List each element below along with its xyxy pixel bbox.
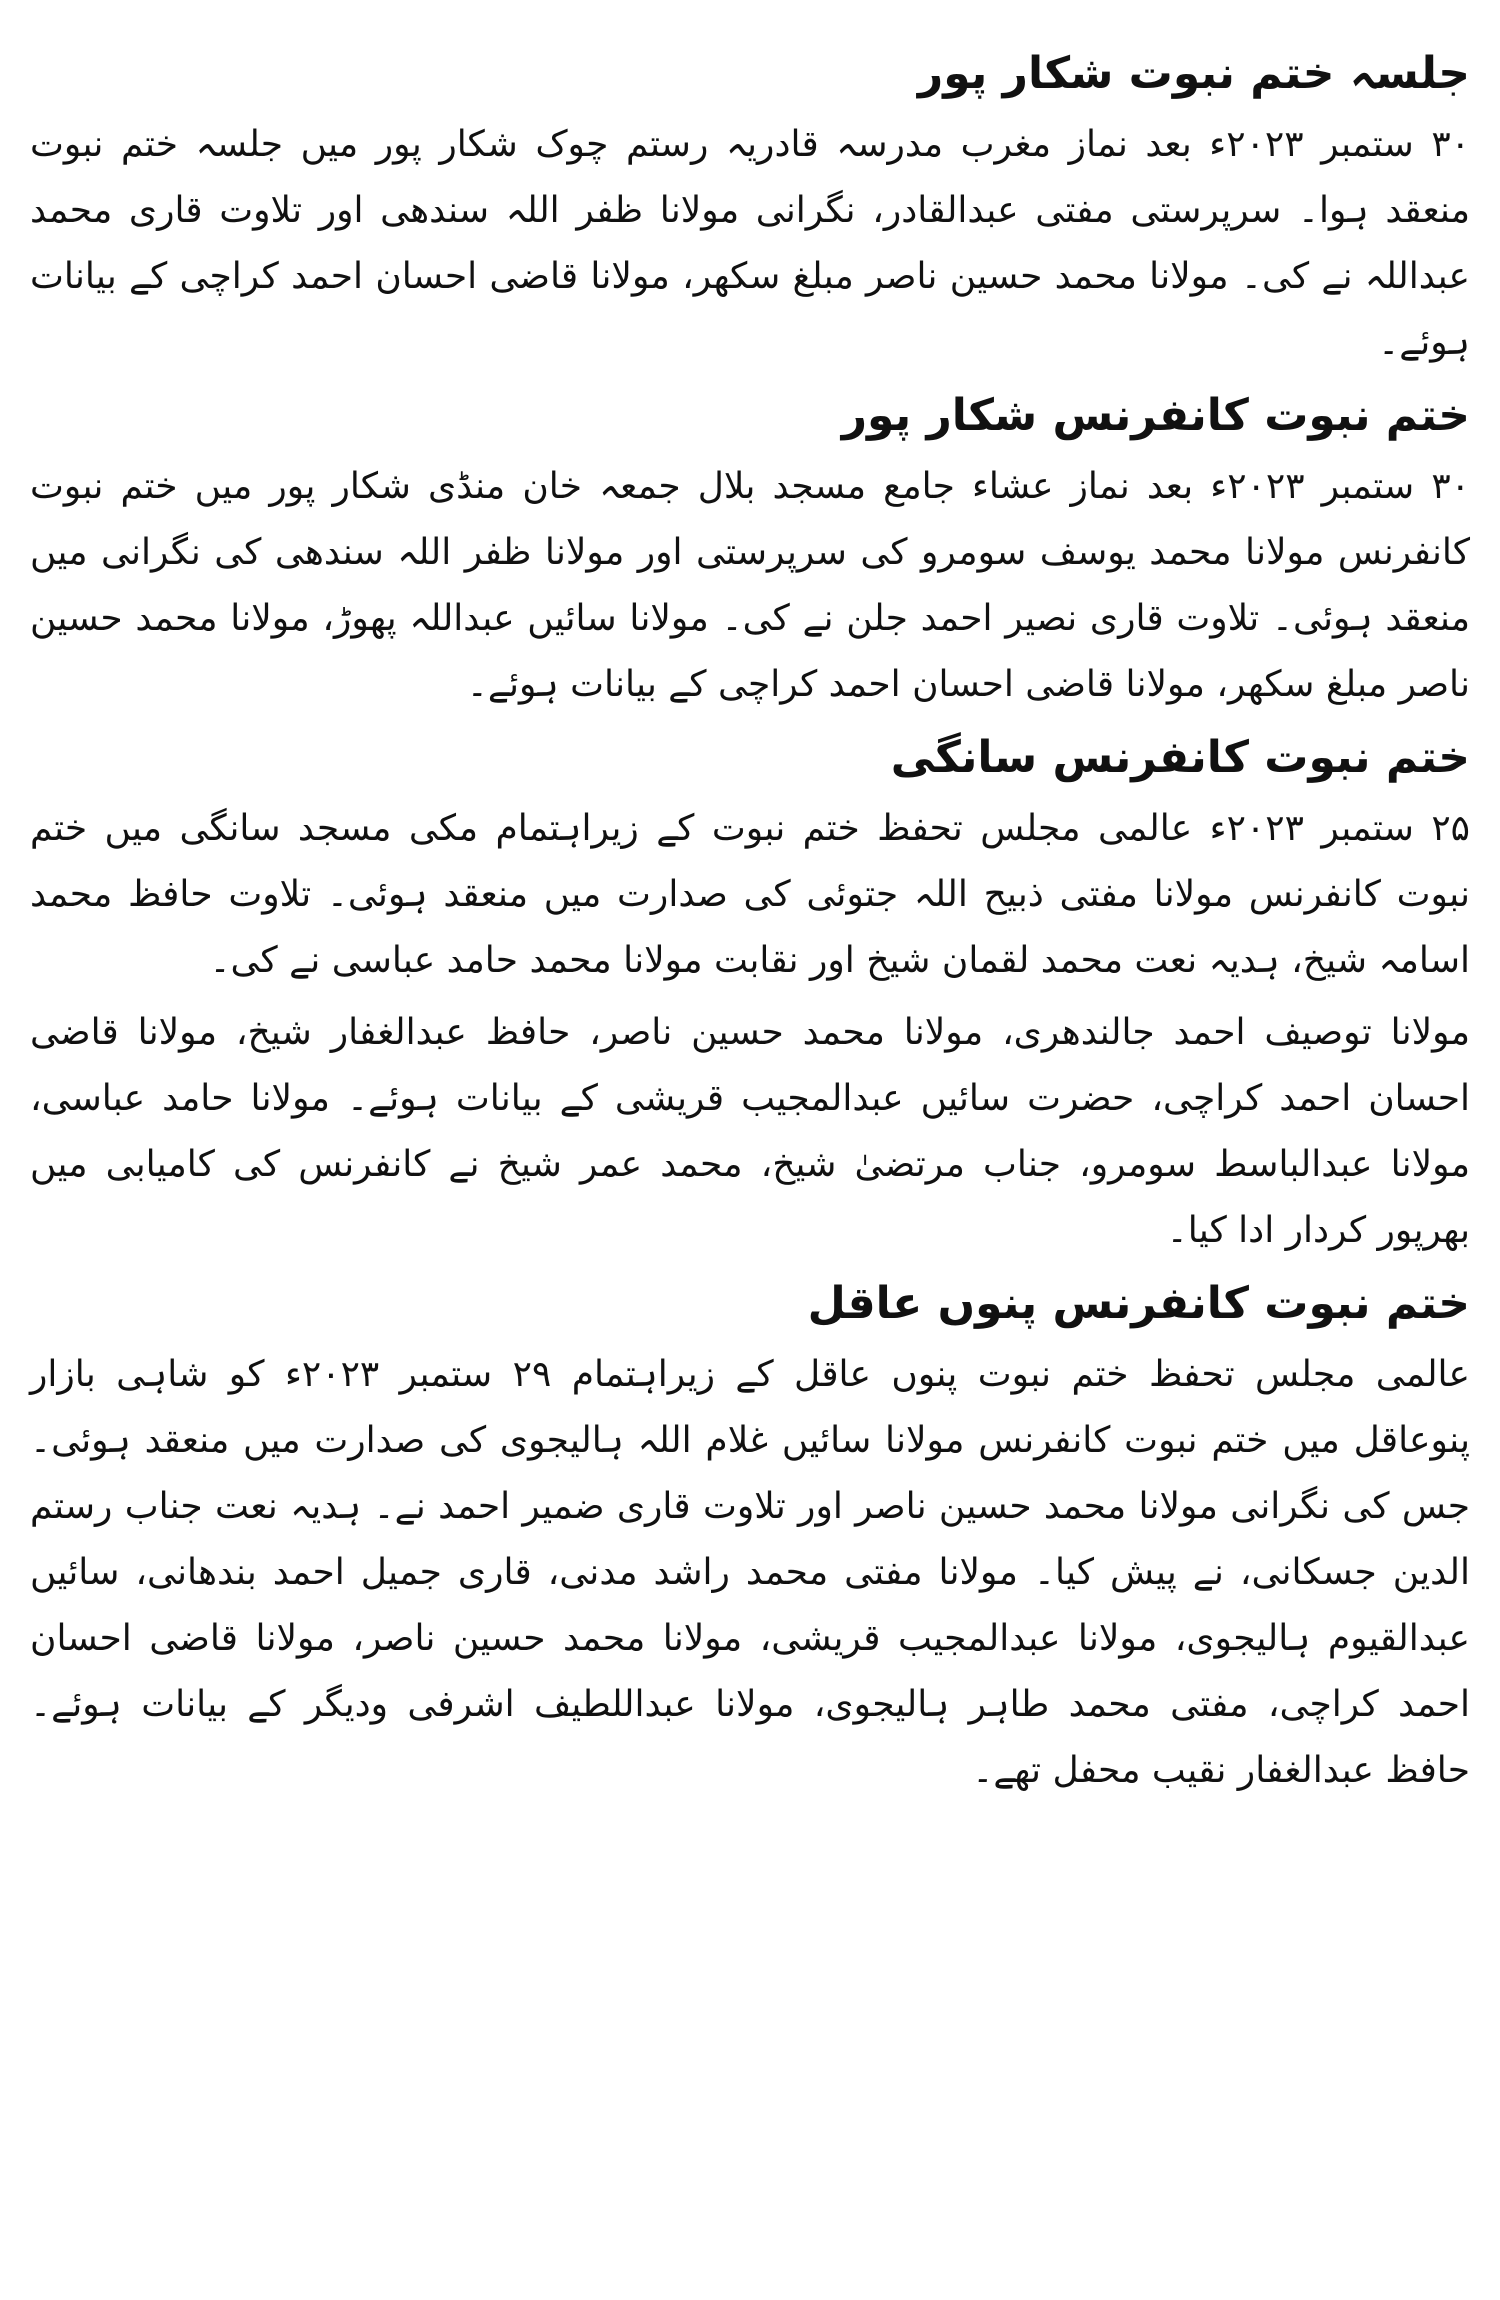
section-heading: ختم نبوت کانفرنس شکار پور xyxy=(841,390,1470,441)
section-paragraph: ۳۰ ستمبر ۲۰۲۳ء بعد نماز عشاء جامع مسجد بلال جمعہ خان منڈی شکار پور میں ختم نبوت کانفرنس مولانا محمد یوسف سومرو کی سرپرستی اور مولانا ظفر اللہ سندھی کی نگرانی میں منعقد ہوئی۔ تلاوت قاری نصیر احمد جلن نے کی۔ مولانا سائیں عبداللہ پھوڑ، مولانا محمد حسین ناصر مبلغ سکھر، مولانا قاضی احسان احمد کراچی کے بیانات ہوئے۔ xyxy=(30,466,1471,705)
section-heading: ختم نبوت کانفرنس پنوں عاقل xyxy=(807,1278,1470,1329)
section-paragraph: ۲۵ ستمبر ۲۰۲۳ء عالمی مجلس تحفظ ختم نبوت کے زیراہتمام مکی مسجد سانگی میں ختم نبوت کانفرنس مولانا مفتی ذبیح اللہ جتوئی کی صدارت میں منعقد ہوئی۔ تلاوت حافظ محمد اسامہ شیخ، ہدیہ نعت محمد لقمان شیخ اور نقابت مولانا محمد حامد عباسی نے کی۔ xyxy=(30,808,1471,981)
section-heading: جلسہ ختم نبوت شکار پور xyxy=(917,48,1470,99)
article-page xyxy=(30,40,1470,1810)
section-paragraph: عالمی مجلس تحفظ ختم نبوت پنوں عاقل کے زیراہتمام ۲۹ ستمبر ۲۰۲۳ء کو شاہی بازار پنوعاقل میں ختم نبوت کانفرنس مولانا سائیں غلام اللہ ہالیجوی کی صدارت میں منعقد ہوئی۔ جس کی نگرانی مولانا محمد حسین ناصر اور تلاوت قاری ضمیر احمد نے۔ ہدیہ نعت جناب رستم الدین جسکانی، نے پیش کیا۔ مولانا مفتی محمد راشد مدنی، قاری جمیل احمد بندھانی، سائیں عبدالقیوم ہالیجوی، مولانا عبدالمجیب قریشی، مولانا محمد حسین ناصر، مولانا قاضی احسان احمد کراچی، مفتی محمد طاہر ہالیجوی، مولانا عبداللطیف اشرفی ودیگر کے بیانات ہوئے۔ حافظ عبدالغفار نقیب محفل تھے۔ xyxy=(30,1354,1470,1791)
section-conference-sangi xyxy=(30,724,1470,1264)
section-paragraph: ۳۰ ستمبر ۲۰۲۳ء بعد نماز مغرب مدرسہ قادریہ رستم چوک شکار پور میں جلسہ ختم نبوت منعقد ہوا۔ سرپرستی مفتی عبدالقادر، نگرانی مولانا ظفر اللہ سندھی اور تلاوت قاری محمد عبداللہ نے کی۔ مولانا محمد حسین ناصر مبلغ سکھر، مولانا قاضی احسان احمد کراچی کے بیانات ہوئے۔ xyxy=(30,124,1470,363)
section-paragraph: مولانا توصیف احمد جالندھری، مولانا محمد حسین ناصر، حافظ عبدالغفار شیخ، مولانا قاضی احسان احمد کراچی، حضرت سائیں عبدالمجیب قریشی کے بیانات ہوئے۔ مولانا حامد عباسی، مولانا عبدالباسط سومرو، جناب مرتضیٰ شیخ، محمد عمر شیخ نے کانفرنس کی کامیابی میں بھرپور کردار ادا کیا۔ xyxy=(30,1012,1470,1251)
section-conference-pano-aqil xyxy=(30,1270,1470,1804)
section-heading: ختم نبوت کانفرنس سانگی xyxy=(890,732,1470,783)
section-jalsa-shikarpur xyxy=(30,40,1470,376)
section-conference-shikarpur xyxy=(30,382,1470,718)
